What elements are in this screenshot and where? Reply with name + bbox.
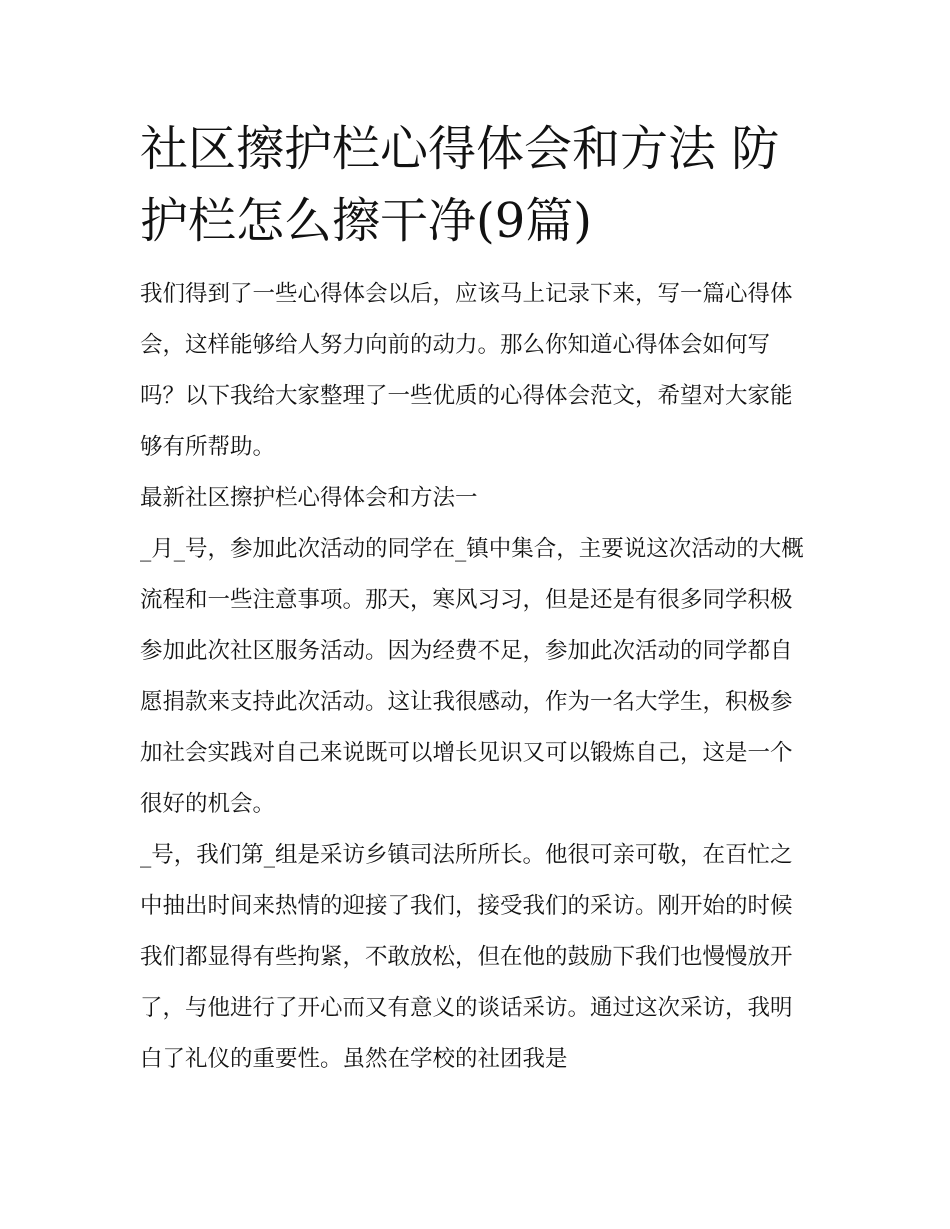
body-paragraph-2: _号，我们第_组是采访乡镇司法所所长。他很可亲可敬，在百忙之中抽出时间来热情的迎接了我们，接受我们的采访。刚开始的时候我们都显得有些拘紧，不敢放松，但在他的鼓励下我们也慢慢放开了，与他进行了开心而又有意义的谈话采访。通过这次采访，我明白了礼仪的重要性。虽然在学校的社团我是 bbox=[140, 842, 793, 1072]
document-title: 社区擦护栏心得体会和方法 防护栏怎么擦干净(9篇) bbox=[140, 121, 780, 249]
document-body bbox=[140, 113, 812, 1085]
intro-paragraph: 我们得到了一些心得体会以后，应该马上记录下来，写一篇心得体会，这样能够给人努力向前的动力。那么你知道心得体会如何写吗？以下我给大家整理了一些优质的心得体会范文，希望对大家能够有所帮助。 bbox=[140, 281, 793, 460]
body-paragraph-1: _月_号，参加此次活动的同学在_镇中集合，主要说这次活动的大概流程和一些注意事项。那天，寒风习习，但是还是有很多同学积极参加此次社区服务活动。因为经费不足，参加此次活动的同学都自愿捐款来支持此次活动。这让我很感动，作为一名大学生，积极参加社会实践对自己来说既可以增长见识又可以锻炼自己，这是一个很好的机会。 bbox=[140, 536, 804, 817]
section-heading: 最新社区擦护栏心得体会和方法一 bbox=[140, 485, 478, 511]
